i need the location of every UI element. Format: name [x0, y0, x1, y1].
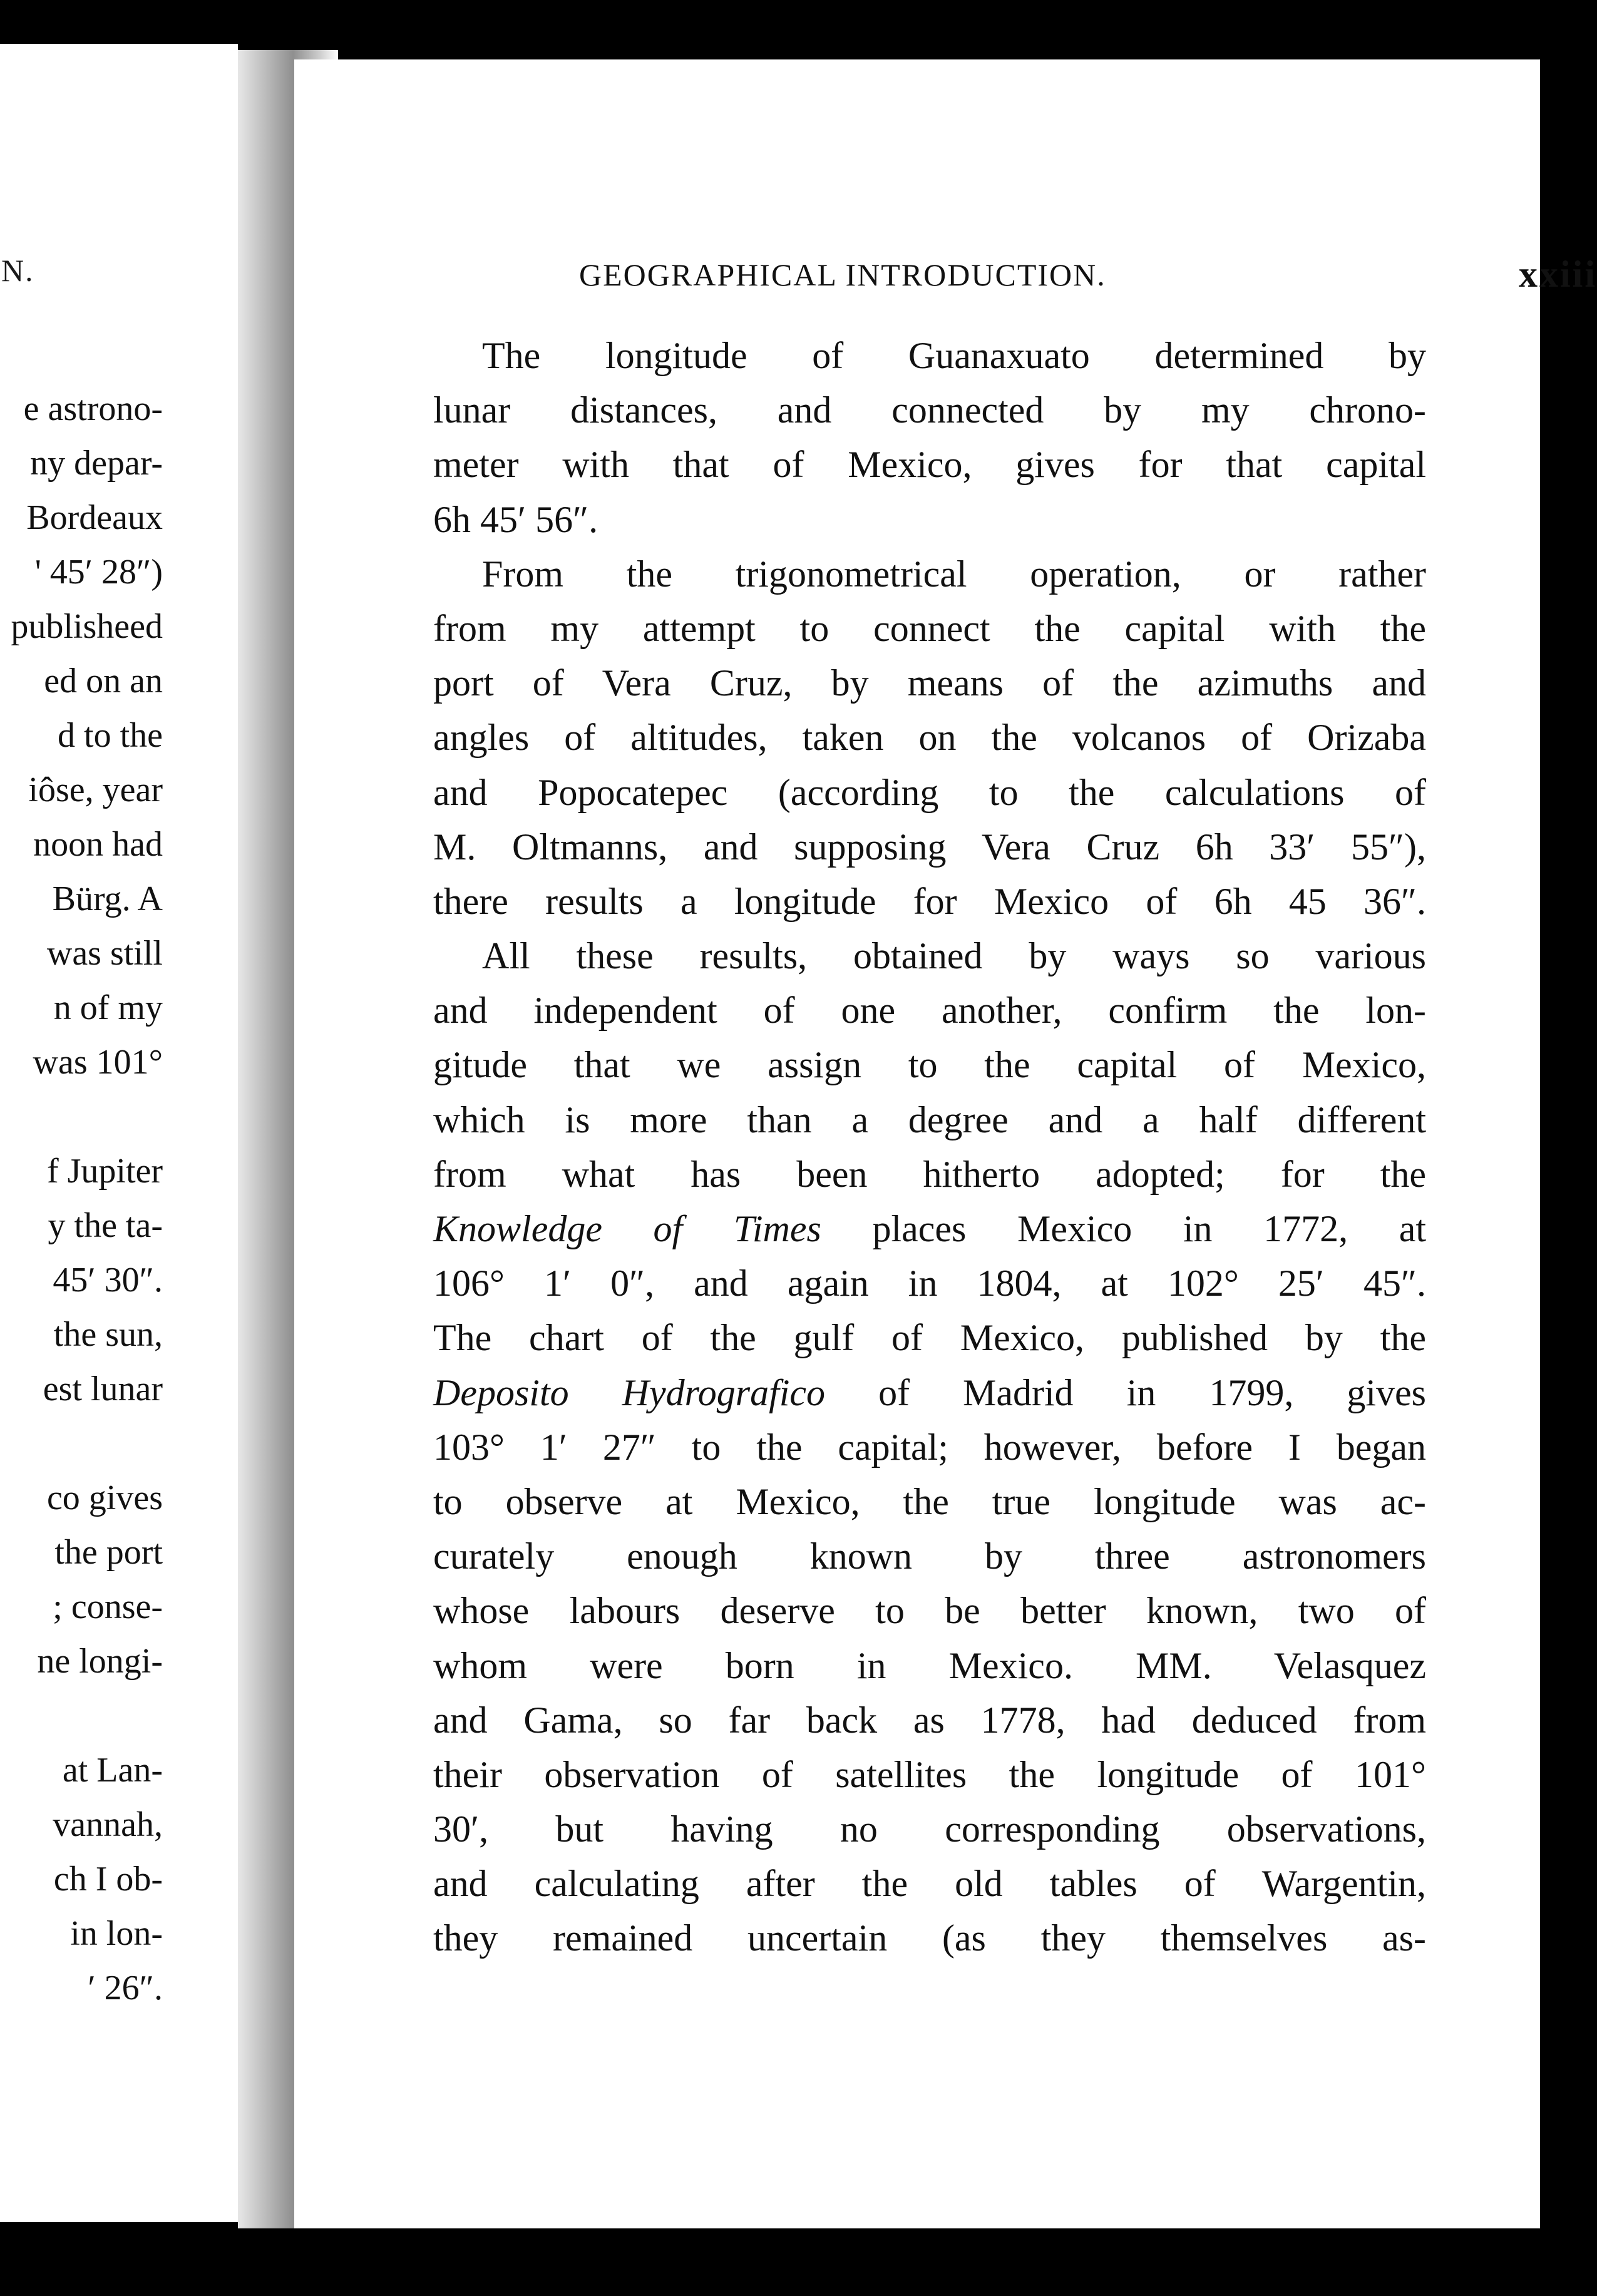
text-line: port of Vera Cruz, by means of the azimuths and: [433, 662, 1426, 704]
left-page-line: was 101°: [33, 1043, 163, 1082]
text-line: From the trigonometrical operation, or rather: [482, 553, 1426, 595]
left-page-line: Bürg. A: [52, 879, 163, 918]
left-page-lines: [0, 382, 163, 2016]
right-page: [294, 59, 1597, 2228]
left-page-line: ne longi-: [37, 1642, 163, 1681]
text-line: 6h 45′ 56″.: [433, 498, 598, 540]
paragraph: [433, 547, 1426, 929]
text-line: The longitude of Guanaxuato determined by: [482, 335, 1426, 376]
left-page-line: was still: [46, 934, 163, 973]
paragraph: [433, 929, 1426, 1966]
text-line: and calculating after the old tables of Wargentin,: [433, 1863, 1426, 1905]
text-line: All these results, obtained by ways so various: [482, 935, 1426, 977]
text-line: angles of altitudes, taken on the volcanos of Orizaba: [433, 717, 1426, 759]
left-running-head: N.: [1, 253, 34, 288]
left-page-line: n of my: [53, 988, 163, 1027]
left-page-line: d to the: [58, 716, 163, 755]
left-page-fragment: [0, 44, 238, 2222]
left-page-line: co gives: [46, 1479, 163, 1517]
text-line: and Gama, so far back as 1778, had deduced from: [433, 1699, 1426, 1741]
text-line: whose labours deserve to be better known, two of: [433, 1590, 1426, 1632]
text-line: from what has been hitherto adopted; for the: [433, 1153, 1426, 1195]
left-page-line: ny depar-: [30, 444, 163, 483]
body-text: [433, 329, 1426, 1966]
left-page-line: [0, 1689, 163, 1743]
left-page-line: publisheed: [11, 607, 163, 646]
left-page-line: at Lan-: [62, 1751, 163, 1790]
left-page-line: the sun,: [53, 1315, 163, 1354]
left-page-line: the port: [54, 1533, 163, 1572]
left-page-line: 45′ 30″.: [53, 1261, 163, 1299]
left-page-line: e astrono-: [23, 389, 163, 428]
running-head-title: GEOGRAPHICAL INTRODUCTION.: [579, 257, 1106, 292]
left-page-line: Bordeaux: [26, 498, 163, 537]
text-line: whom were born in Mexico. MM. Velasquez: [433, 1644, 1426, 1686]
left-page-line: ch I ob-: [53, 1860, 163, 1899]
text-line: Knowledge of Times places Mexico in 1772, at: [433, 1208, 1426, 1249]
left-page-line: [0, 1417, 163, 1471]
left-page-line: iôse, year: [28, 771, 163, 809]
text-line: from my attempt to connect the capital with the: [433, 607, 1426, 649]
text-line: they remained uncertain (as they themselves as-: [433, 1917, 1426, 1959]
text-line: curately enough known by three astronomers: [433, 1535, 1426, 1577]
text-line: Deposito Hydrografico of Madrid in 1799, gives: [433, 1371, 1426, 1413]
text-line: and Popocatepec (according to the calculations of: [433, 771, 1426, 813]
text-line: meter with that of Mexico, gives for that capital: [433, 444, 1426, 486]
left-page-line: in lon-: [70, 1914, 163, 1953]
text-line: M. Oltmanns, and supposing Vera Cruz 6h 33′ 55″),: [433, 826, 1426, 868]
text-line: gitude that we assign to the capital of Mexico,: [433, 1044, 1426, 1086]
text-line: lunar distances, and connected by my chrono-: [433, 389, 1426, 431]
left-page-line: f Jupiter: [46, 1152, 163, 1191]
left-page-line: y the ta-: [48, 1206, 163, 1245]
left-page-line: ed on an: [44, 662, 163, 700]
left-page-line: ; conse-: [53, 1587, 163, 1626]
text-line: their observation of satellites the longitude of 101°: [433, 1753, 1426, 1795]
left-page-line: [0, 1090, 163, 1144]
paragraph: [433, 329, 1426, 547]
left-page-line: ' 45′ 28″): [34, 553, 163, 592]
text-line: which is more than a degree and a half different: [433, 1099, 1426, 1140]
text-line: there results a longitude for Mexico of 6h 45 36″.: [433, 880, 1426, 922]
text-line: The chart of the gulf of Mexico, published by the: [433, 1317, 1426, 1359]
text-line: to observe at Mexico, the true longitude was ac-: [433, 1480, 1426, 1522]
left-page-line: ′ 26″.: [88, 1969, 163, 2007]
text-line: 30′, but having no corresponding observations,: [433, 1808, 1426, 1850]
left-page-line: noon had: [33, 825, 163, 864]
running-head: [579, 254, 1597, 307]
text-line: 103° 1′ 27″ to the capital; however, before I began: [433, 1426, 1426, 1468]
page-number: xxiii: [1518, 254, 1597, 295]
text-line: 106° 1′ 0″, and again in 1804, at 102° 25′ 45″.: [433, 1263, 1426, 1304]
left-page-line: est lunar: [43, 1370, 163, 1408]
text-line: and independent of one another, confirm the lon-: [433, 990, 1426, 1032]
left-page-line: vannah,: [53, 1805, 163, 1844]
